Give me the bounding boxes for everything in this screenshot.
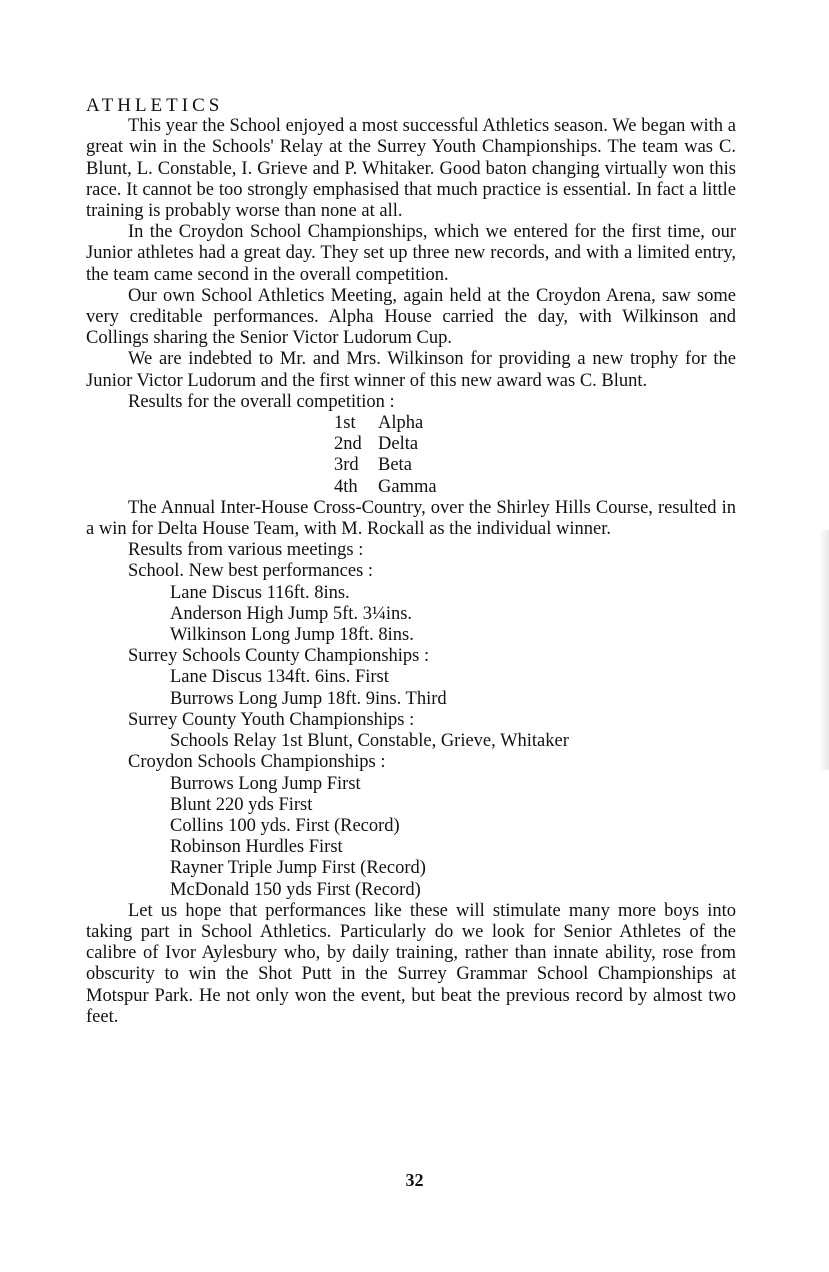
house: Delta (378, 434, 419, 455)
result-entry: Wilkinson Long Jump 18ft. 8ins. (170, 625, 414, 646)
meeting-school (86, 561, 736, 646)
paragraph-school-meeting: Our own School Athletics Meeting, again held at the Croydon Arena, saw some very creditable performances. Alpha House carried the day, with Wilkinson and Collings sharing the Senior Victor Ludorum Cup. (86, 285, 736, 349)
meeting-heading: Surrey Schools County Championships : (128, 646, 430, 667)
house-result-row (86, 477, 736, 498)
result-entry: Burrows Long Jump First (170, 773, 361, 794)
page-number: 32 (405, 1170, 424, 1190)
paragraph-croydon: In the Croydon School Championships, which we entered for the first time, our Junior athletes had a great day. They set up three new records, and with a limited entry, the team came second in the overall competition. (86, 222, 736, 285)
result-entry: Rayner Triple Jump First (Record) (170, 858, 426, 879)
meeting-heading: School. New best performances : (128, 561, 374, 582)
house: Beta (378, 455, 412, 476)
paragraph-closing: Let us hope that performances like these will stimulate many more boys into taking part in School Athletics. Particularly do we look for Senior Athletes of the calibre of Ivor Aylesbury who, by daily training, rather than innate ability, rose from obscurity to win the Shot Putt in the Surrey Grammar School Championships at Motspur Park. He not only won the event, but beat the previous record by almost two feet. (86, 900, 736, 1027)
house-result-row (86, 413, 736, 434)
meeting-surrey-youth (86, 710, 736, 752)
meetings-intro: Results from various meetings : (128, 540, 364, 561)
meeting-croydon-schools (86, 752, 736, 900)
house: Alpha (378, 413, 424, 434)
place: 1st (334, 413, 356, 434)
house-result-row (86, 434, 736, 455)
house: Gamma (378, 476, 437, 497)
meeting-heading: Surrey County Youth Championships : (128, 709, 415, 730)
result-entry: Schools Relay 1st Blunt, Constable, Grieve, Whitaker (170, 731, 569, 752)
result-entry: Lane Discus 134ft. 6ins. First (170, 667, 389, 688)
result-entry: Anderson High Jump 5ft. 3¼ins. (170, 603, 413, 624)
result-entry: Burrows Long Jump 18ft. 9ins. Third (170, 688, 447, 709)
place: 3rd (334, 455, 359, 476)
house-result-row (86, 455, 736, 476)
result-entry: Lane Discus 116ft. 8ins. (170, 582, 350, 603)
paragraph-trophy: We are indebted to Mr. and Mrs. Wilkinson for providing a new trophy for the Junior Victor Ludorum and the first winner of this new award was C. Blunt. (86, 349, 736, 391)
result-entry: Collins 100 yds. First (Record) (170, 815, 400, 836)
page-edge-shadow (819, 530, 829, 770)
paragraph-cross-country: The Annual Inter-House Cross-Country, over the Shirley Hills Course, resulted in a win for Delta House Team, with M. Rockall as the individual winner. (86, 497, 736, 540)
result-entry: Blunt 220 yds First (170, 794, 313, 815)
paragraph-season: This year the School enjoyed a most successful Athletics season. We began with a great win in the Schools' Relay at the Surrey Youth Championships. The team was C. Blunt, L. Constable, I. Grieve and P. Whitaker. Good baton changing virtually won this race. It cannot be too strongly emphasised that much practice is essential. In fact a little training is probably worse than none at all. (86, 116, 736, 222)
result-entry: Robinson Hurdles First (170, 837, 343, 858)
place: 2nd (334, 434, 362, 455)
article-body (86, 95, 736, 1028)
meeting-heading: Croydon Schools Championships : (128, 752, 386, 773)
meeting-surrey-schools (86, 646, 736, 710)
section-title: ATHLETICS (86, 95, 224, 116)
result-entry: McDonald 150 yds First (Record) (170, 879, 421, 900)
house-results-table (86, 413, 736, 498)
place: 4th (334, 476, 358, 497)
results-intro: Results for the overall competition : (128, 391, 395, 412)
